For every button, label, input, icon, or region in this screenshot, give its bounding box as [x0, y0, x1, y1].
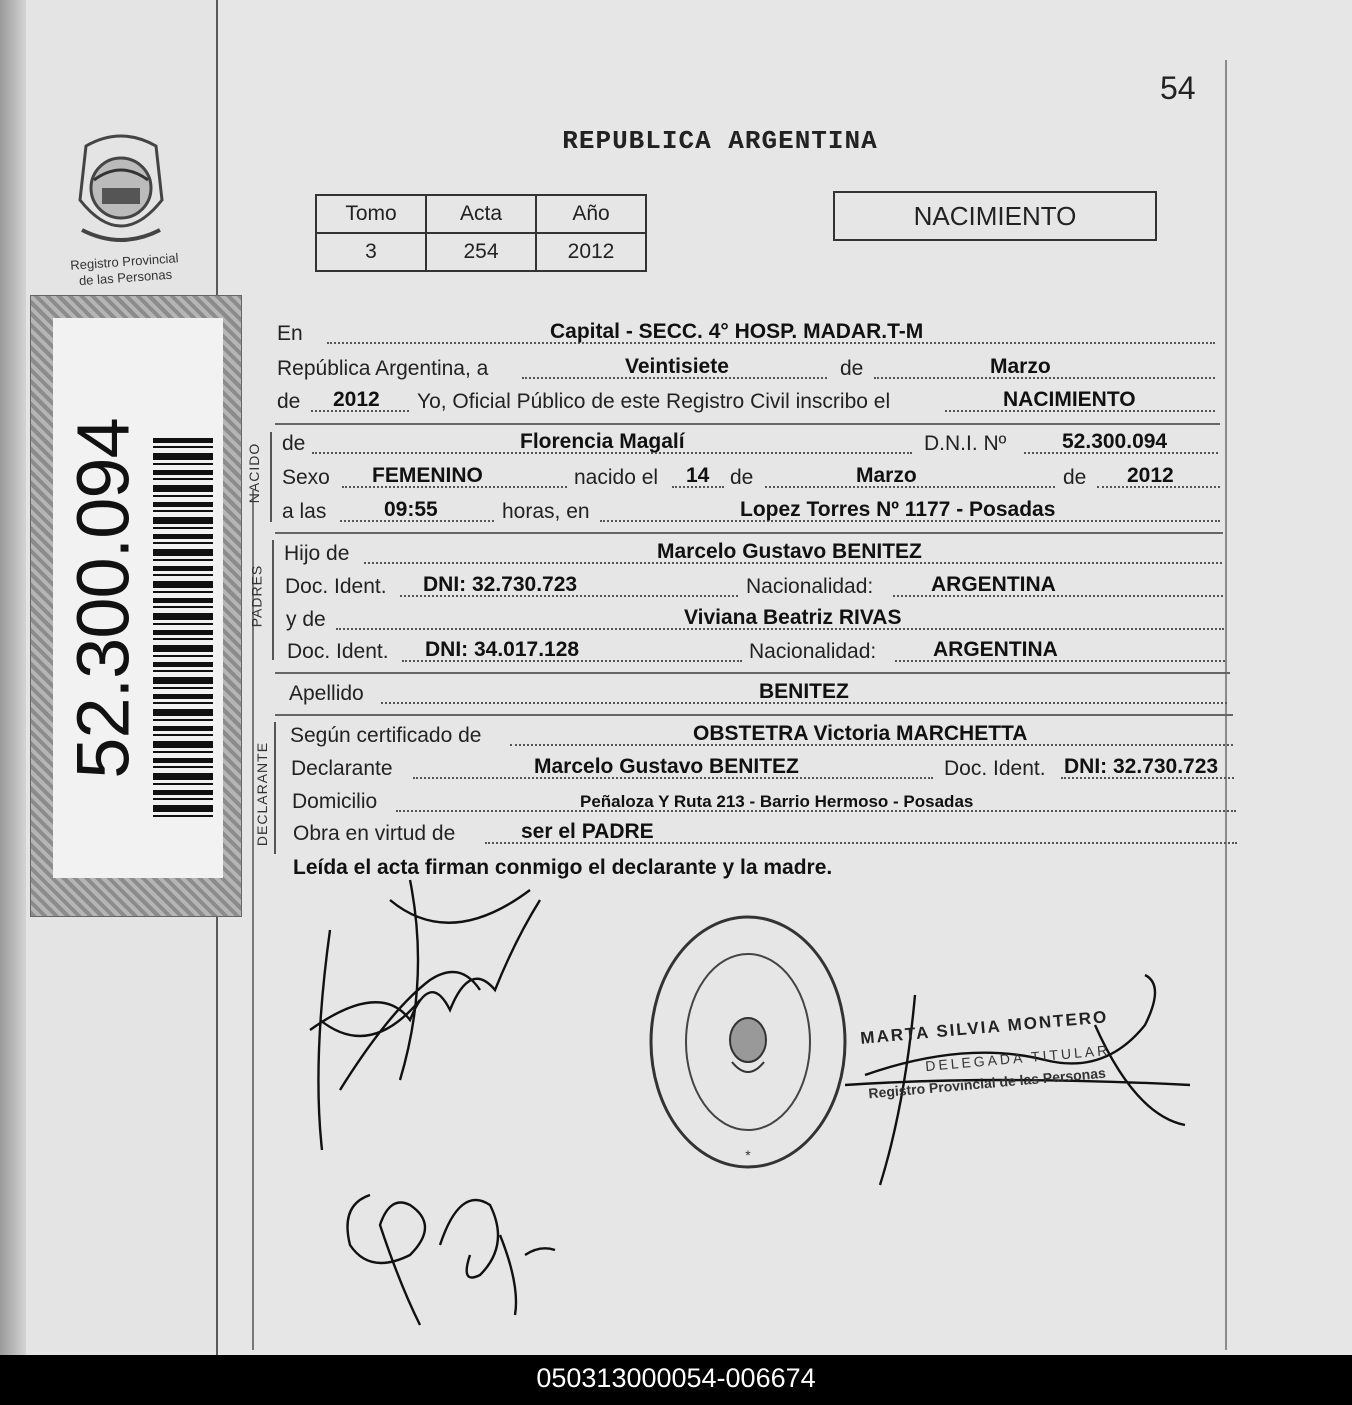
barcode-number: [63, 348, 143, 848]
row-mother: [286, 606, 1226, 636]
nacido-el-label: nacido el: [574, 466, 659, 489]
book-gutter: [0, 0, 26, 1355]
registry-value-tomo: 3: [316, 233, 426, 271]
declarante-name: Marcelo Gustavo BENITEZ: [534, 755, 799, 778]
svg-text:*: *: [745, 1147, 751, 1163]
virtud-value: ser el PADRE: [521, 820, 654, 843]
month-value: Marzo: [990, 355, 1051, 378]
declarant-signature: [300, 860, 560, 1180]
row-father: [284, 540, 1224, 570]
apellido-label: Apellido: [289, 682, 364, 705]
official-office: Registro Provincial de las Personas: [867, 1064, 1107, 1102]
hijo-de-label: Hijo de: [284, 542, 350, 565]
father-doc-label: Doc. Ident.: [285, 575, 387, 598]
row-domicilio: [292, 788, 1237, 818]
sexo-label: Sexo: [282, 466, 330, 489]
sexo-value: FEMENINO: [372, 464, 483, 487]
declarante-side-label: DECLARANTE: [254, 741, 271, 847]
row-certificado: [290, 722, 1235, 752]
mother-signature: [330, 1165, 570, 1335]
father-doc: DNI: 32.730.723: [423, 573, 578, 596]
registry-header-row: [316, 195, 646, 233]
row-date: [277, 355, 1217, 385]
mother-doc: DNI: 34.017.128: [425, 638, 580, 661]
closing-statement: Leída el acta firman conmigo el declarante y la madre.: [293, 856, 833, 879]
inscribo-label: Yo, Oficial Público de este Registro Civil inscribo el: [417, 390, 891, 413]
birth-place: Lopez Torres Nº 1177 - Posadas: [740, 498, 1056, 521]
country-title-text: REPUBLICA ARGENTINA: [562, 126, 878, 156]
official-stamp-icon: [648, 912, 848, 1172]
y-de-label: y de: [286, 608, 326, 631]
mother-nationality: ARGENTINA: [933, 638, 1058, 661]
office-label-line1: Registro Provincial: [69, 250, 179, 273]
official-role: DELEGADA TITULAR: [924, 1041, 1111, 1075]
father-nationality: ARGENTINA: [931, 573, 1056, 596]
place-value: Capital - SECC. 4° HOSP. MADAR.T-M: [550, 320, 924, 343]
registry-value-acta: 254: [426, 233, 536, 271]
birth-de-label-2: de: [1063, 466, 1087, 489]
father-nac-label: Nacionalidad:: [746, 575, 874, 598]
de-label: de: [840, 357, 864, 380]
registry-value-row: [316, 233, 646, 271]
dni-label: D.N.I. Nº: [924, 432, 1007, 455]
birth-day: 14: [686, 464, 710, 487]
newborn-name: Florencia Magalí: [520, 430, 685, 453]
nacido-bracket: [270, 432, 272, 522]
birth-de-label: de: [730, 466, 754, 489]
mother-doc-label: Doc. Ident.: [287, 640, 389, 663]
row-mother-doc: [287, 638, 1227, 668]
official-name: MARTA SILVIA MONTERO: [859, 1007, 1110, 1048]
nacido-side-label: NACIDO: [246, 442, 263, 504]
registry-header-acta: Acta: [426, 195, 536, 233]
registry-header-tomo: Tomo: [316, 195, 426, 233]
horas-label: horas, en: [502, 500, 590, 523]
declarante-label: Declarante: [291, 757, 393, 780]
domicilio-value: Peñaloza Y Ruta 213 - Barrio Hermoso - Posadas: [580, 792, 974, 811]
certificado-label: Según certificado de: [290, 724, 482, 747]
page-number: 54: [1160, 70, 1196, 106]
domicilio-label: Domicilio: [292, 790, 378, 813]
a-las-label: a las: [282, 500, 327, 523]
birth-time: 09:55: [384, 498, 438, 521]
row-inscribo: [277, 388, 1217, 418]
year-value: 2012: [333, 388, 380, 411]
footer-bar: [0, 1355, 1352, 1405]
mother-name: Viviana Beatriz RIVAS: [684, 606, 902, 629]
registry-header-anio: Año: [536, 195, 646, 233]
birth-year: 2012: [1127, 464, 1174, 487]
declarante-bracket: [274, 722, 276, 854]
inscribo-value: NACIMIENTO: [1003, 388, 1136, 411]
barcode-number-text: 52.300.094: [61, 417, 145, 779]
row-place: [277, 320, 1217, 350]
row-declarante: [291, 755, 1236, 785]
en-label: En: [277, 322, 303, 345]
footer-code: 050313000054-006674: [536, 1363, 816, 1393]
padres-side-label: PADRES: [248, 564, 265, 628]
nacido-de-label: de: [282, 432, 306, 455]
row-apellido: [289, 680, 1229, 710]
certificado-value: OBSTETRA Victoria MARCHETTA: [693, 722, 1028, 745]
registry-value-anio: 2012: [536, 233, 646, 271]
day-value: Veintisiete: [625, 355, 729, 378]
mother-nac-label: Nacionalidad:: [749, 640, 877, 663]
section-line-3: [275, 672, 1230, 674]
declarante-doc: DNI: 32.730.723: [1064, 755, 1219, 778]
barcode-sticker: [53, 318, 223, 878]
act-type-box: NACIMIENTO: [833, 191, 1157, 241]
de-year-label: de: [277, 390, 301, 413]
row-sexo: [282, 464, 1222, 494]
section-line-2: [275, 532, 1223, 534]
row-hora: [282, 498, 1222, 528]
section-line-1: [275, 423, 1220, 425]
virtud-label: Obra en virtud de: [293, 822, 456, 845]
apellido-value: BENITEZ: [759, 680, 849, 703]
birth-month: Marzo: [856, 464, 917, 487]
barcode-panel: [30, 295, 242, 917]
republica-label: República Argentina, a: [277, 357, 489, 380]
office-label-line2: de las Personas: [78, 266, 173, 289]
row-virtud: [293, 820, 1238, 850]
registry-table: [315, 194, 647, 272]
father-name: Marcelo Gustavo BENITEZ: [657, 540, 922, 563]
section-line-4: [275, 714, 1233, 716]
country-title: [0, 126, 1352, 156]
newborn-dni: 52.300.094: [1062, 430, 1168, 453]
declarante-doc-label: Doc. Ident.: [944, 757, 1046, 780]
row-father-doc: [285, 573, 1225, 603]
row-nacido-name: [282, 430, 1219, 460]
padres-bracket: [272, 540, 274, 660]
barcode-bars: [153, 438, 213, 818]
